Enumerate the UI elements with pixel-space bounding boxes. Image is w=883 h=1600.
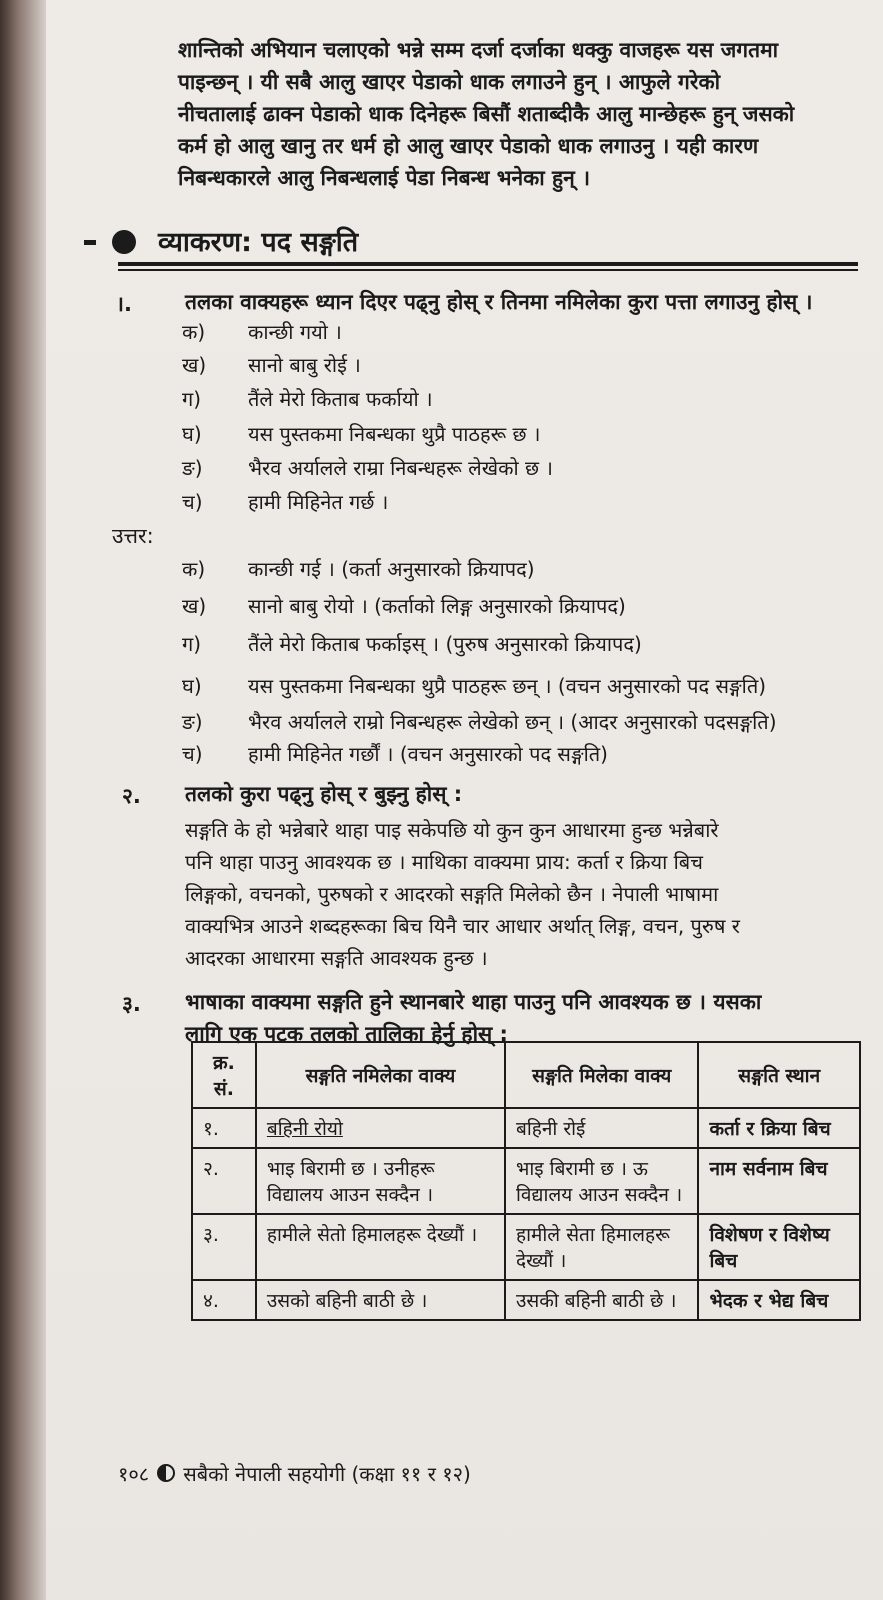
list-item: च) हामी मिहिनेत गर्छ । bbox=[182, 490, 389, 514]
table-row bbox=[192, 1148, 860, 1214]
question-2-text: तलको कुरा पढ्नु होस् र बुझ्नु होस् : bbox=[185, 782, 463, 806]
question-2-number: २. bbox=[122, 784, 141, 808]
table-header: सङ्गति नमिलेका वाक्य bbox=[256, 1042, 505, 1108]
table-row bbox=[192, 1214, 860, 1280]
table-header: क्र. सं. bbox=[192, 1042, 256, 1108]
table-cell: ३. bbox=[192, 1214, 256, 1280]
intro-line: निबन्धकारले आलु निबन्धलाई पेडा निबन्ध भनेका हुन् । bbox=[178, 166, 591, 190]
heading-dash bbox=[84, 240, 96, 245]
table-row bbox=[192, 1108, 860, 1148]
heading-rule bbox=[118, 262, 858, 266]
half-circle-icon bbox=[157, 1464, 175, 1482]
intro-line: पाइन्छन् । यी सबै आलु खाएर पेडाको धाक लगाउने हुन् । आफुले गरेको bbox=[178, 70, 721, 94]
table-cell: २. bbox=[192, 1148, 256, 1214]
answer-item: ख) सानो बाबु रोयो । (कर्ताको लिङ्ग अनुसारको क्रियापद) bbox=[182, 594, 626, 618]
table-cell: ४. bbox=[192, 1280, 256, 1320]
table-cell: कर्ता र क्रिया बिच bbox=[698, 1108, 860, 1148]
answer-item: घ) यस पुस्तकमा निबन्धका थुप्रै पाठहरू छन् । (वचन अनुसारको पद सङ्गति) bbox=[182, 674, 767, 698]
question-3-number: ३. bbox=[122, 992, 141, 1016]
list-item: घ) यस पुस्तकमा निबन्धका थुप्रै पाठहरू छ । bbox=[182, 422, 541, 446]
book-title: सबैको नेपाली सहयोगी (कक्षा ११ र १२) bbox=[183, 1462, 471, 1486]
section-heading bbox=[112, 222, 358, 259]
list-item: क) कान्छी गयो । bbox=[182, 320, 342, 344]
question-2-paragraph: सङ्गति के हो भन्नेबारे थाहा पाइ सकेपछि यो कुन कुन आधारमा हुन्छ भन्नेबारे पनि थाहा पाउनु आवश्यक छ । माथिका वाक्यमा प्राय: कर्ता र क्रिया बिच लिङ्गको, वचनको, पुरुषको र आदरको सङ्गति मिलेको छैन । नेपाली भाषामा वाक्यभित्र आउने शब्दहरूका बिच यिनै चार आधार अर्थात् लिङ्ग, वचन, पुरुष र आदरका आधारमा सङ्गति आवश्यक हुन्छ । bbox=[185, 818, 740, 970]
table-cell: भाइ बिरामी छ । ऊ विद्यालय आउन सक्दैन । bbox=[505, 1148, 698, 1214]
intro-line: कर्म हो आलु खानु तर धर्म हो आलु खाएर पेडाको धाक लगाउनु । यही कारण bbox=[178, 134, 759, 158]
intro-line: शान्तिको अभियान चलाएको भन्ने सम्म दर्जा दर्जाका धक्कु वाजहरू यस जगतमा bbox=[178, 38, 779, 62]
list-item: ङ) भैरव अर्यालले राम्रा निबन्धहरू लेखेको छ । bbox=[182, 456, 553, 480]
concord-table bbox=[191, 1041, 861, 1321]
heading-rule-thin bbox=[118, 269, 858, 271]
table-cell: बहिनी रोयो bbox=[256, 1108, 505, 1148]
question-3-text: भाषाका वाक्यमा सङ्गति हुने स्थानबारे थाहा पाउनु पनि आवश्यक छ । यसका लागि एक पटक तलको तालिका हेर्नु होस् : bbox=[185, 990, 762, 1046]
diamond-bullet-icon bbox=[112, 230, 136, 254]
answer-item: च) हामी मिहिनेत गर्छौं । (वचन अनुसारको पद सङ्गति) bbox=[182, 742, 608, 766]
table-cell: भाइ बिरामी छ । उनीहरू विद्यालय आउन सक्दैन । bbox=[256, 1148, 505, 1214]
page-footer bbox=[118, 1460, 471, 1487]
table-cell: बहिनी रोई bbox=[505, 1108, 698, 1148]
table-cell: हामीले सेतो हिमालहरू देख्यौं । bbox=[256, 1214, 505, 1280]
page-binding-shadow bbox=[0, 0, 46, 1600]
table-cell: विशेषण र विशेष्य बिच bbox=[698, 1214, 860, 1280]
table-row bbox=[192, 1280, 860, 1320]
intro-paragraph bbox=[178, 34, 868, 194]
table-cell: भेदक र भेद्य बिच bbox=[698, 1280, 860, 1320]
question-1-text: तलका वाक्यहरू ध्यान दिएर पढ्नु होस् र तिनमा नमिलेका कुरा पत्ता लगाउनु होस् । bbox=[185, 290, 813, 314]
answer-item: ङ) भैरव अर्यालले राम्रो निबन्धहरू लेखेको छन् । (आदर अनुसारको पदसङ्गति) bbox=[182, 710, 777, 734]
table-header-row bbox=[192, 1042, 860, 1108]
list-item: ख) सानो बाबु रोई । bbox=[182, 353, 361, 377]
table-cell: उसकी बहिनी बाठी छे । bbox=[505, 1280, 698, 1320]
answer-label: उत्तर: bbox=[112, 524, 154, 548]
table-header: सङ्गति मिलेका वाक्य bbox=[505, 1042, 698, 1108]
section-title: व्याकरण: पद सङ्गति bbox=[158, 227, 359, 258]
answer-item: क) कान्छी गई । (कर्ता अनुसारको क्रियापद) bbox=[182, 557, 535, 581]
page-number: १०८ bbox=[118, 1462, 150, 1486]
table-cell: नाम सर्वनाम बिच bbox=[698, 1148, 860, 1214]
table-header: सङ्गति स्थान bbox=[698, 1042, 860, 1108]
question-1-number: ।. bbox=[116, 292, 132, 316]
table-cell: हामीले सेता हिमालहरू देख्यौं । bbox=[505, 1214, 698, 1280]
answer-item: ग) तैंले मेरो किताब फर्काइस् । (पुरुष अनुसारको क्रियापद) bbox=[182, 632, 642, 656]
list-item: ग) तैंले मेरो किताब फर्कायो । bbox=[182, 387, 433, 411]
table-cell: १. bbox=[192, 1108, 256, 1148]
intro-line: नीचतालाई ढाक्न पेडाको धाक दिनेहरू बिसौं शताब्दीकै आलु मान्छेहरू हुन् जसको bbox=[178, 102, 795, 126]
table-cell: उसको बहिनी बाठी छे । bbox=[256, 1280, 505, 1320]
